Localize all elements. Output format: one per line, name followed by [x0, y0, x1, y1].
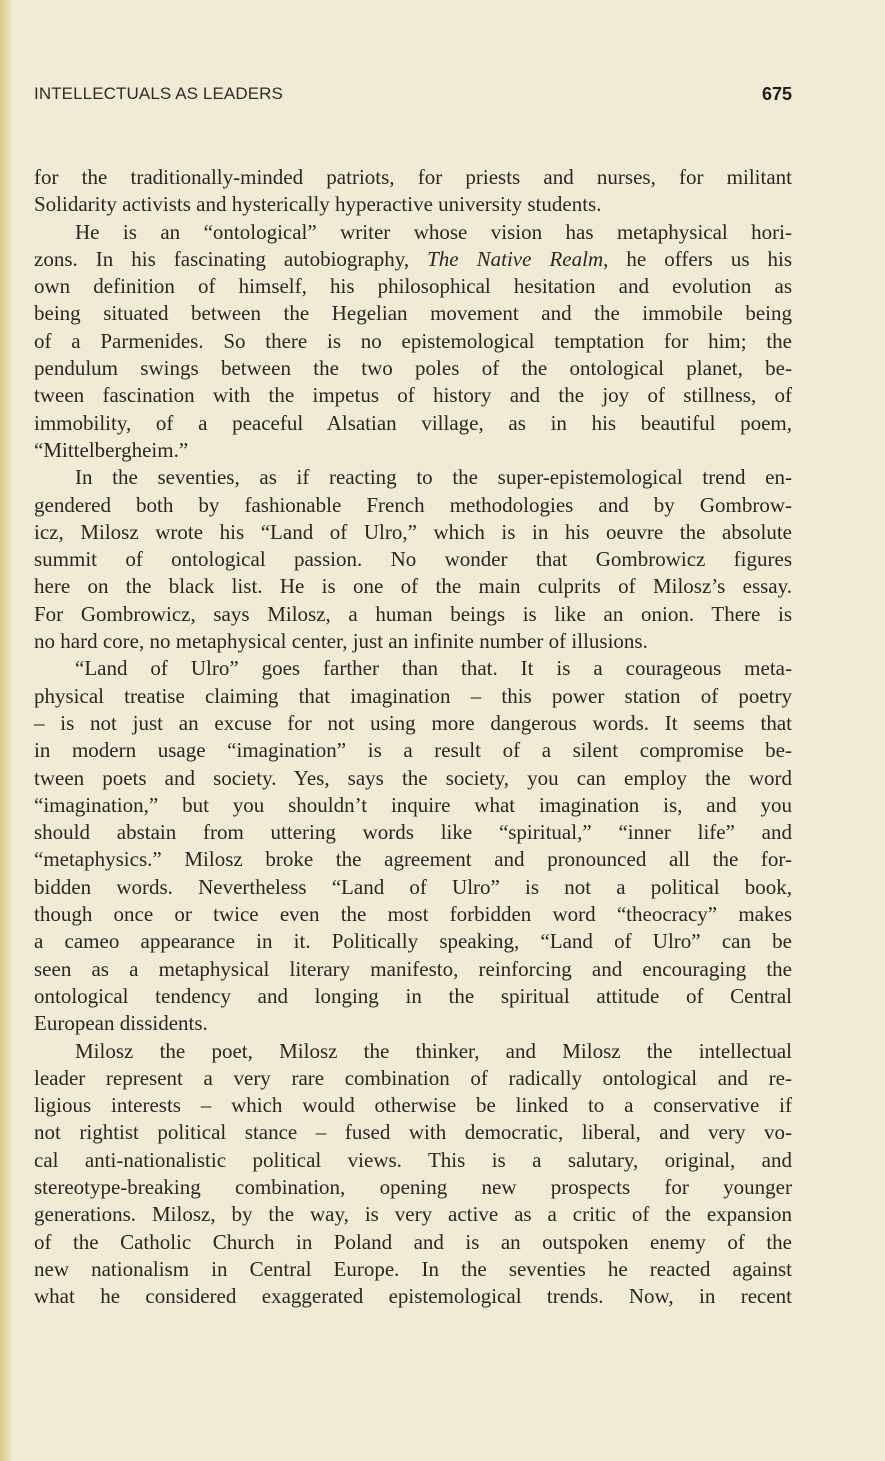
text-line: In the seventies, as if reacting to the super-epistemological trend en- [75, 465, 792, 490]
page-number: 675 [761, 84, 792, 104]
text-line: in modern usage “imagination” is a result of a silent compromise be- [34, 738, 792, 763]
text-line: – is not just an excuse for not using more dangerous words. It seems that [34, 710, 792, 735]
text-line: “imagination,” but you shouldn’t inquire what imagination is, and you [34, 792, 792, 817]
text-line: for the traditionally-minded patriots, for priests and nurses, for militant [34, 165, 792, 189]
body-text [34, 164, 792, 1310]
text-line: being situated between the Hegelian movement and the immobile being [34, 301, 792, 326]
text-line: physical treatise claiming that imagination – this power station of poetry [34, 683, 792, 708]
text-line: icz, Milosz wrote his “Land of Ulro,” which is in his oeuvre the absolute [34, 519, 792, 544]
text-line: ligious interests – which would otherwise be linked to a conservative if [34, 1093, 792, 1118]
text-line: immobility, of a peaceful Alsatian village, as in his beautiful poem, [34, 410, 792, 435]
text-line: European dissidents. [34, 1011, 208, 1036]
text-line: though once or twice even the most forbidden word “theocracy” makes [34, 902, 792, 927]
text-line: generations. Milosz, by the way, is very active as a critic of the expansion [34, 1202, 792, 1227]
text-line: of a Parmenides. So there is no epistemological temptation for him; the [34, 328, 792, 353]
text-line: summit of ontological passion. No wonder that Gombrowicz figures [34, 547, 792, 572]
text-line: Solidarity activists and hysterically hyperactive university students. [34, 192, 602, 217]
text-line [34, 246, 792, 273]
text-line: no hard core, no metaphysical center, just an infinite number of illusions. [34, 629, 648, 654]
text-line: He is an “ontological” writer whose vision has metaphysical hori- [75, 219, 792, 244]
text-line: of the Catholic Church in Poland and is an outspoken enemy of the [34, 1229, 792, 1254]
text-line: bidden words. Nevertheless “Land of Ulro” is not a political book, [34, 874, 792, 899]
text-line: tween fascination with the impetus of history and the joy of stillness, of [34, 383, 792, 408]
text-line: what he considered exaggerated epistemological trends. Now, in recent [34, 1284, 792, 1309]
text-line: “Land of Ulro” goes farther than that. It is a courageous meta- [75, 656, 792, 681]
page-edge [0, 0, 14, 1461]
text-line: seen as a metaphysical literary manifesto, reinforcing and encouraging the [34, 956, 792, 981]
text-run: zons. In his fascinating autobiography, [34, 246, 428, 271]
running-head [34, 84, 792, 110]
book-title: The Native Realm [427, 246, 604, 271]
text-line: new nationalism in Central Europe. In the seventies he reacted against [34, 1256, 792, 1281]
text-line: should abstain from uttering words like “spiritual,” “inner life” and [34, 820, 792, 845]
text-line: “metaphysics.” Milosz broke the agreement and pronounced all the for- [34, 847, 792, 872]
text-line: gendered both by fashionable French methodologies and by Gombrow- [34, 492, 792, 517]
text-line: ontological tendency and longing in the spiritual attitude of Central [34, 983, 792, 1008]
text-run: , he offers us his [603, 246, 793, 271]
text-line: For Gombrowicz, says Milosz, a human beings is like an onion. There is [34, 601, 792, 626]
text-line: tween poets and society. Yes, says the society, you can employ the word [34, 765, 792, 790]
text-line: stereotype-breaking combination, opening new prospects for younger [34, 1174, 792, 1199]
text-line: a cameo appearance in it. Politically speaking, “Land of Ulro” can be [34, 929, 792, 954]
text-line: own definition of himself, his philosophical hesitation and evolution as [34, 274, 792, 299]
text-line: Milosz the poet, Milosz the thinker, and Milosz the intellectual [75, 1038, 792, 1063]
text-line: here on the black list. He is one of the main culprits of Milosz’s essay. [34, 574, 792, 599]
text-line: not rightist political stance – fused with democratic, liberal, and very vo- [34, 1120, 792, 1145]
text-line: cal anti-nationalistic political views. This is a salutary, original, and [34, 1147, 792, 1172]
text-line: pendulum swings between the two poles of the ontological planet, be- [34, 356, 792, 381]
text-line: “Mittelbergheim.” [34, 437, 189, 462]
running-title: INTELLECTUALS AS LEADERS [34, 84, 283, 103]
text-line: leader represent a very rare combination of radically ontological and re- [34, 1065, 792, 1090]
